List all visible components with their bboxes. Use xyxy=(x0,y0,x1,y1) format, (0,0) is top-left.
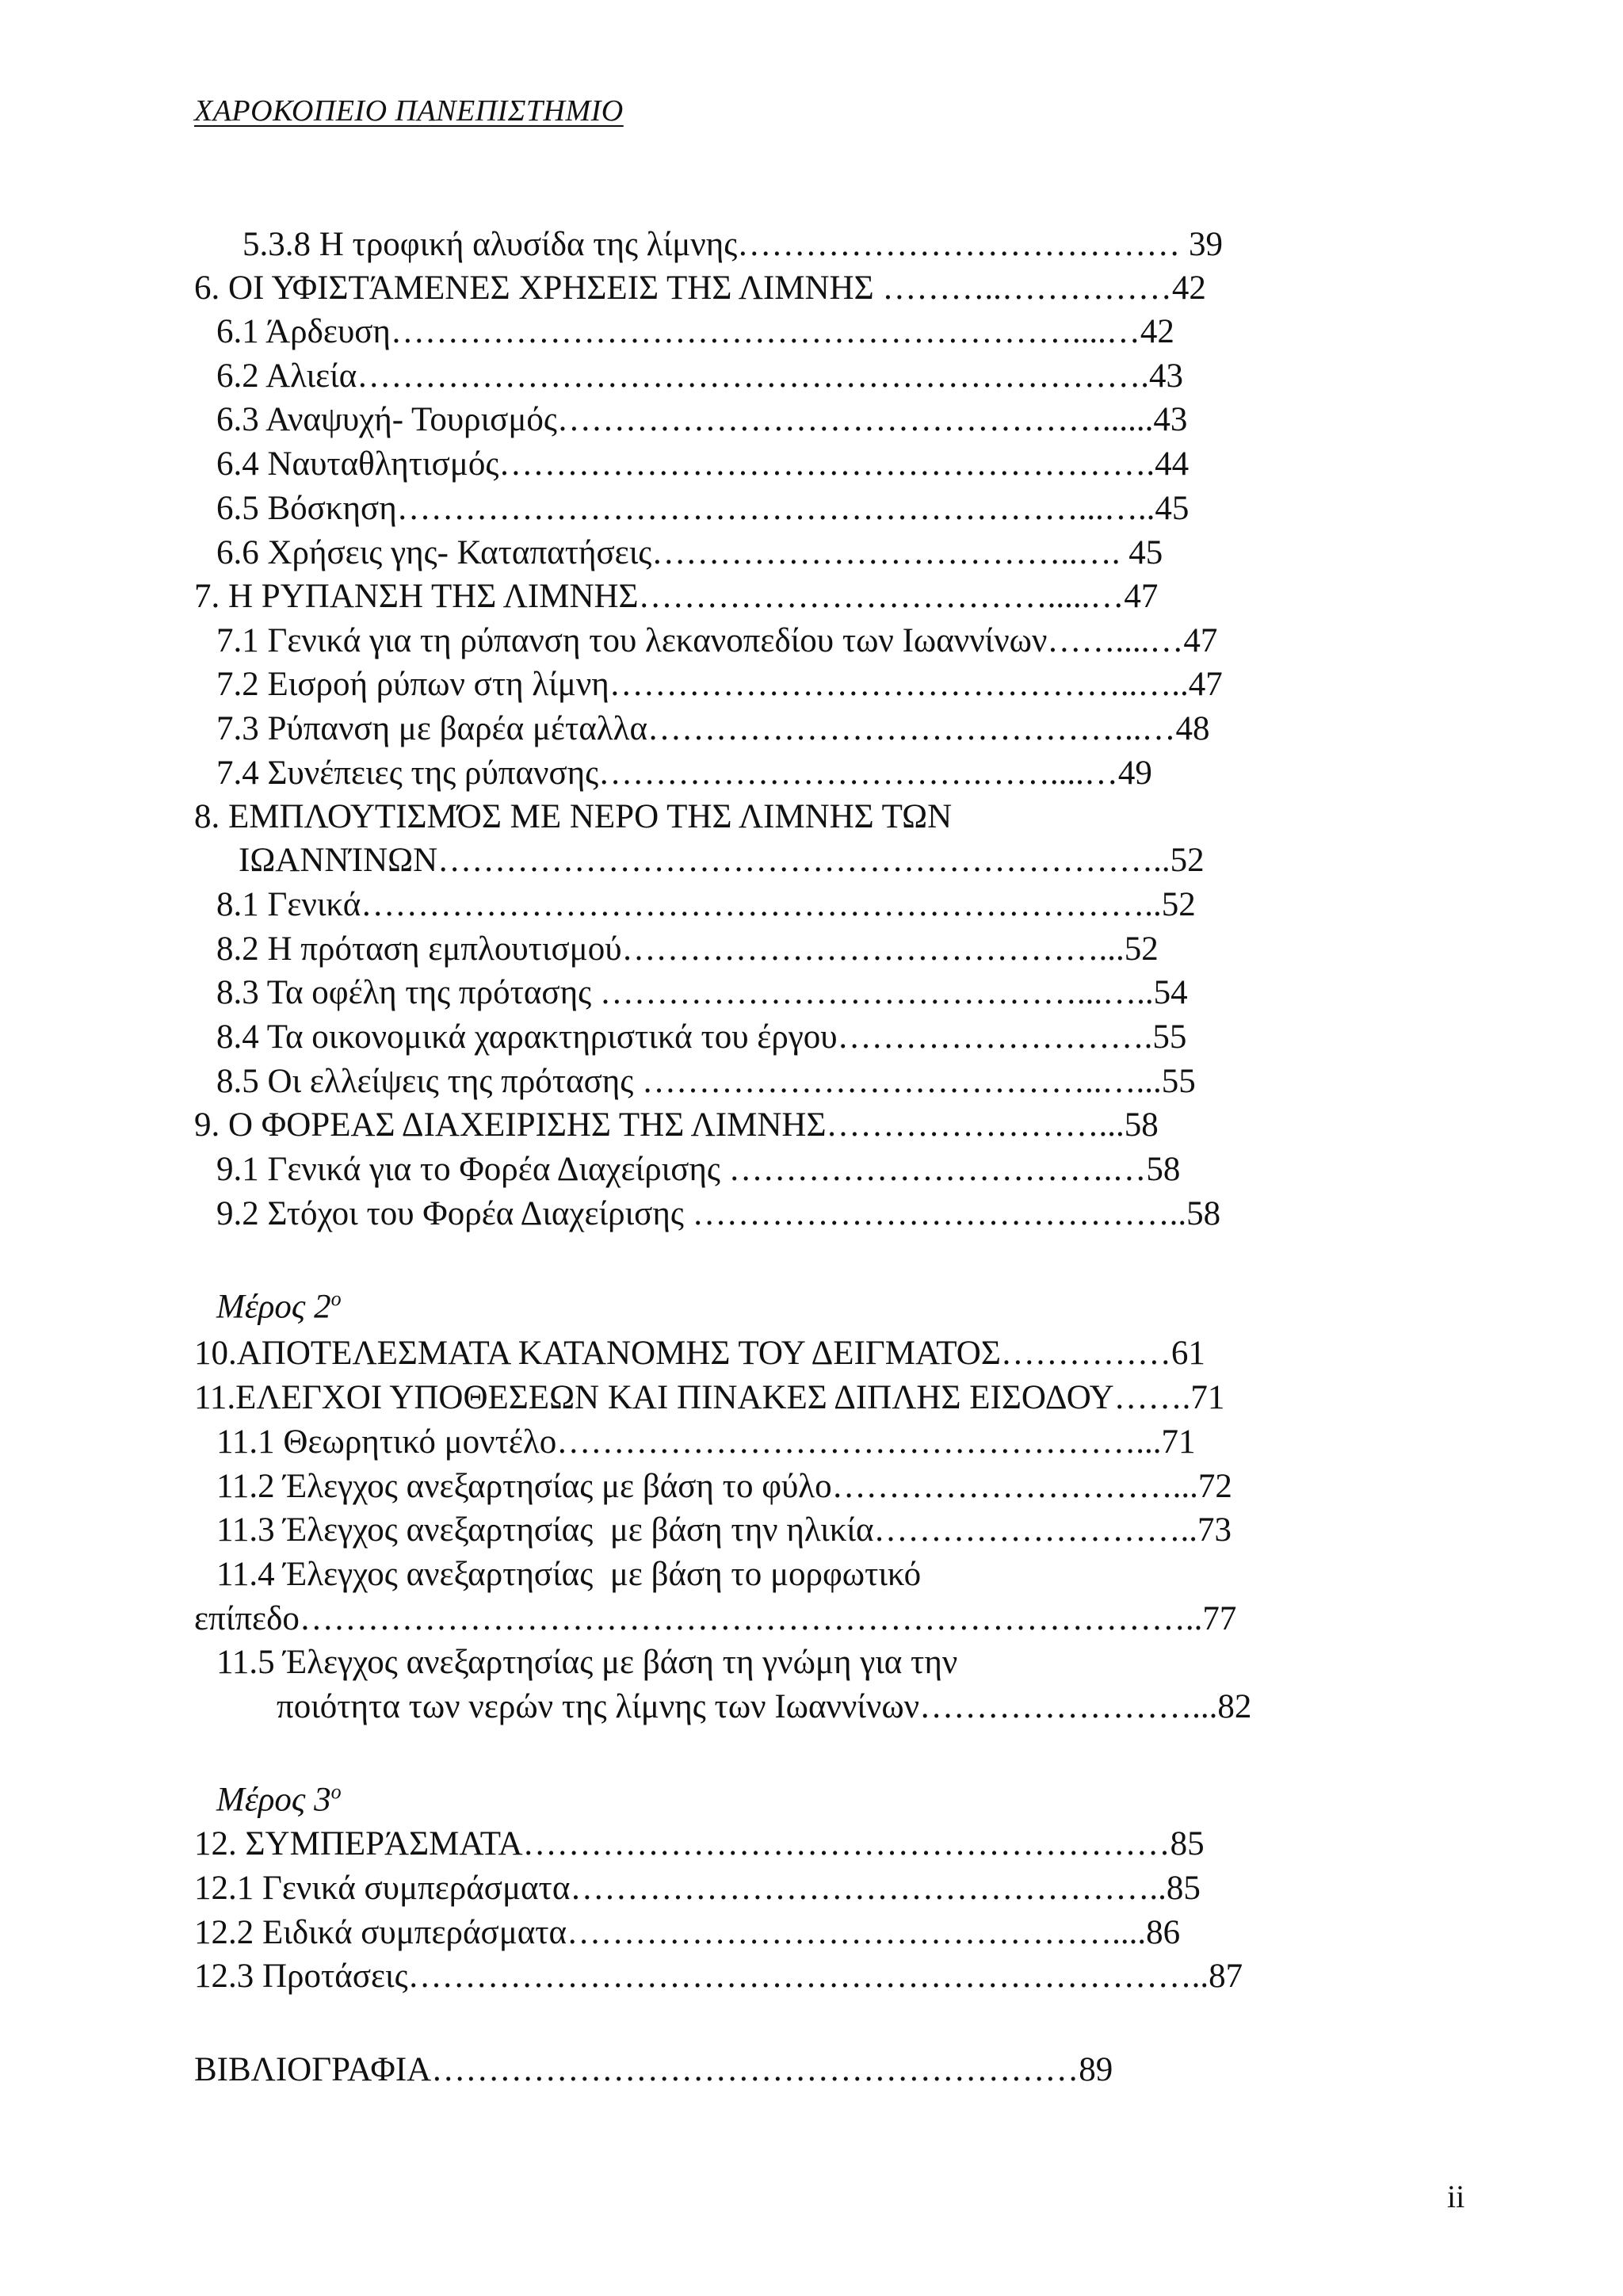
toc-entry: επίπεδο……………………………………………………………………..77 xyxy=(194,1600,1237,1637)
toc-entry: 12.3 Προτάσεις……………………………………………………………..87 xyxy=(194,1958,1243,1995)
toc-entry: 6.2 Αλιεία…………………………………………………………….43 xyxy=(216,357,1183,395)
page-header: ΧΑΡΟΚΟΠΕΙΟ ΠΑΝΕΠΙΣΤΗΜΙΟ xyxy=(194,94,624,128)
toc-entry: 6.6 Χρήσεις γης- Καταπατήσεις………………………………..…. 45 xyxy=(216,534,1163,571)
toc-entry: 11.2 Έλεγχος ανεξαρτησίας με βάση το φύλο…………………………...72 xyxy=(216,1468,1232,1505)
toc-entry: ΙΩΑΝΝΊΝΩΝ………………………………………………………..52 xyxy=(239,842,1205,879)
toc-entry: 6.5 Βόσκηση……………………………………………………...…..45 xyxy=(216,490,1190,527)
toc-entry: 12.2 Ειδικά συμπεράσματα…………………………………………....86 xyxy=(194,1914,1181,1951)
part-title-superscript: ο xyxy=(330,1287,342,1310)
toc-entry: ποιότητα των νερών της λίμνης των Ιωαννίνων……………………...82 xyxy=(277,1688,1252,1725)
toc-entry: 10.ΑΠΟΤΕΛΕΣΜΑΤΑ ΚΑΤΑΝΟΜΗΣ ΤΟΥ ΔΕΙΓΜΑΤΟΣ……………61 xyxy=(194,1335,1205,1372)
toc-entry: 8. ΕΜΠΛΟΥΤΙΣΜΌΣ ΜΕ ΝΕΡΟ ΤΗΣ ΛΙΜΝΗΣ ΤΩΝ xyxy=(194,798,953,835)
toc-entry: 11.ΕΛΕΓΧΟΙ ΥΠΟΘΕΣΕΩΝ ΚΑΙ ΠΙΝΑΚΕΣ ΔΙΠΛΗΣ ΕΙΣΟΔΟΥ…….71 xyxy=(194,1379,1225,1416)
toc-entry: 12.1 Γενικά συμπεράσματα……………………………………………..85 xyxy=(194,1870,1201,1907)
toc-entry: 8.5 Οι ελλείψεις της πρότασης …………………………………..…...55 xyxy=(216,1063,1196,1100)
toc-entry: 9. Ο ΦΟΡΕΑΣ ΔΙΑΧΕΙΡΙΣΗΣ ΤΗΣ ΛΙΜΝΗΣ……………………...58 xyxy=(194,1106,1159,1144)
toc-entry: 8.1 Γενικά……………………………………………………………..52 xyxy=(216,886,1196,923)
part-title xyxy=(216,1287,342,1326)
toc-entry: 7.1 Γενικά για τη ρύπανση του λεκανοπεδίου των Ιωαννίνων……....…47 xyxy=(216,622,1218,659)
toc-entry: 12. ΣΥΜΠΕΡΆΣΜΑΤΑ…………………………………………………85 xyxy=(194,1825,1205,1862)
toc-entry: 6.1 Άρδευση……………………………………………………....…42 xyxy=(216,313,1174,350)
toc-entry: 6.4 Ναυταθλητισμός………………………………………………….44 xyxy=(216,445,1190,483)
toc-entry: 8.3 Τα οφέλη της πρότασης ……………………………………...…..54 xyxy=(216,974,1188,1011)
toc-entry: 8.2 Η πρόταση εμπλουτισμού……………………………………...52 xyxy=(216,930,1159,968)
part-title-superscript: ο xyxy=(330,1780,342,1803)
toc-entry: 7.2 Εισροή ρύπων στη λίμνη………………………………………..…..47 xyxy=(216,666,1223,703)
toc-entry: 9.2 Στόχοι του Φορέα Διαχείρισης ……………………………………..58 xyxy=(216,1195,1221,1232)
toc-entry: 11.5 Έλεγχος ανεξαρτησίας με βάση τη γνώμη για την xyxy=(216,1644,958,1681)
toc-entry: 7.4 Συνέπειες της ρύπανσης…………………………….……....…49 xyxy=(216,755,1152,792)
toc-entry: 7. Η ΡΥΠΑΝΣΗ ΤΗΣ ΛΙΜΝΗΣ……………………………….....…47 xyxy=(194,578,1159,615)
part-title xyxy=(216,1780,342,1819)
toc-entry: 11.4 Έλεγχος ανεξαρτησίας με βάση το μορφωτικό xyxy=(216,1556,922,1593)
part-title-label: Μέρος 3 xyxy=(216,1781,331,1819)
toc-entry: ΒΙΒΛΙΟΓΡΑΦΙΑ…………………………………………………89 xyxy=(194,2051,1113,2088)
toc-entry: 5.3.8 Η τροφική αλυσίδα της λίμνης………………………………… 39 xyxy=(242,226,1223,263)
toc-entry: 11.3 Έλεγχος ανεξαρτησίας με βάση την ηλικία………………………..73 xyxy=(216,1511,1232,1549)
toc-entry: 9.1 Γενικά για το Φορέα Διαχείρισης …………………………….…58 xyxy=(216,1151,1181,1188)
toc-entry: 8.4 Τα οικονομικά χαρακτηριστικά του έργου……………………….55 xyxy=(216,1018,1187,1056)
toc-entry: 11.1 Θεωρητικό μοντέλο……………………………………………...71 xyxy=(216,1423,1196,1461)
toc-entry: 6.3 Αναψυχή- Τουρισμός…………………………………………......43 xyxy=(216,401,1188,438)
toc-entry: 7.3 Ρύπανση με βαρέα μέταλλα……………………………………..…48 xyxy=(216,710,1210,747)
part-title-label: Μέρος 2 xyxy=(216,1288,331,1326)
page-number: ii xyxy=(1447,2179,1465,2214)
toc-entry: 6. ΟΙ ΥΦΙΣΤΆΜΕΝΕΣ ΧΡΗΣΕΙΣ ΤΗΣ ΛΙΜΝΗΣ ………..……………42 xyxy=(194,269,1206,307)
